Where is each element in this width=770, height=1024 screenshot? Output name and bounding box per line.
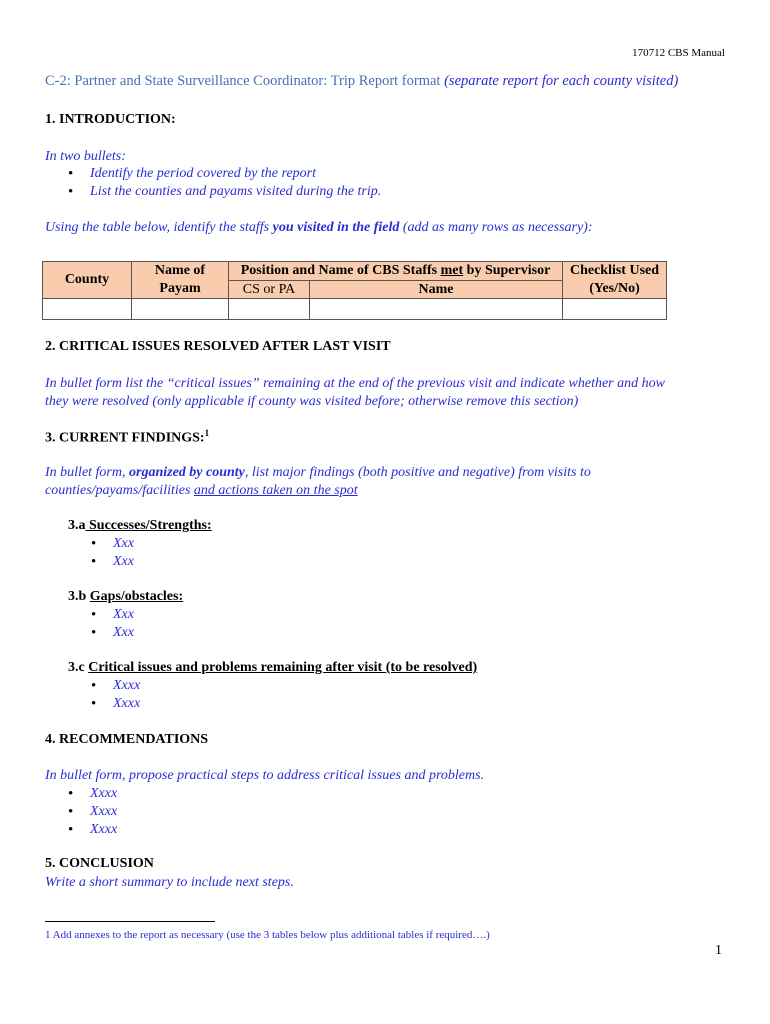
subsection-3b-prefix: 3.b: [68, 589, 90, 604]
subsection-3c-bullets: [91, 677, 140, 713]
col-payam: Name of Payam: [132, 262, 229, 299]
intro-bullets: [68, 165, 381, 201]
section2-line2: they were resolved (only applicable if county was visited before; otherwise remove this section): [45, 394, 579, 409]
subsection-3b-title: Gaps/obstacles:: [89, 589, 184, 604]
subsection-3b-bullets: [91, 606, 134, 642]
subsection-3a-bullets: [91, 535, 134, 571]
section5-lead: Write a short summary to include next steps.: [45, 875, 294, 890]
subsection-3c-prefix: 3.c: [68, 660, 89, 675]
section3-heading: [45, 428, 209, 447]
subsection-3c-title: Critical issues and problems remaining after visit (to be resolved): [88, 660, 478, 675]
section3-line1-a: In bullet form,: [45, 465, 129, 480]
section2-line1: In bullet form list the “critical issues” remaining at the end of the previous visit and indicate whether and how: [45, 376, 665, 391]
list-item: • Xxxx: [68, 803, 117, 821]
col-county: County: [43, 262, 132, 299]
list-item: • List the counties and payams visited during the trip.: [68, 183, 381, 201]
intro-heading: 1. INTRODUCTION:: [45, 112, 176, 127]
list-item: • Xxxx: [91, 695, 140, 713]
section3-line1: [45, 464, 591, 482]
list-item: • Xxx: [91, 535, 134, 553]
footnote-divider: [45, 921, 215, 922]
list-item: • Xxxx: [91, 677, 140, 695]
list-item: • Xxx: [91, 553, 134, 571]
cell-name[interactable]: [310, 299, 563, 320]
table-row: [43, 299, 667, 320]
section3-line2-b: and actions taken on the spot: [193, 483, 358, 498]
col-name: Name: [310, 281, 563, 299]
section3-line2: [45, 482, 358, 500]
subsection-3a-prefix: 3.a: [68, 518, 86, 533]
page-number: 1: [715, 943, 722, 958]
col-cs-pa: CS or PA: [229, 281, 310, 299]
section3-line2-a: counties/payams/facilities: [45, 483, 194, 498]
section2-heading: 2. CRITICAL ISSUES RESOLVED AFTER LAST VISIT: [45, 339, 391, 354]
section3-heading-text: 3. CURRENT FINDINGS:: [45, 430, 205, 446]
staff-table: [42, 261, 667, 320]
subsection-3b: [68, 589, 183, 605]
table-prompt-c: (add as many rows as necessary):: [399, 220, 593, 235]
col-position-a: Position and Name of CBS Staffs: [240, 263, 441, 278]
title-main: C-2: Partner and State Surveillance Coordinator: Trip Report format: [45, 73, 441, 89]
document-title: [45, 73, 678, 90]
title-paren: (separate report for each county visited): [444, 73, 679, 89]
table-prompt-b: you visited in the field: [272, 220, 400, 235]
list-item: • Xxxx: [68, 821, 117, 839]
section4-bullets: [68, 785, 117, 839]
section5-heading: 5. CONCLUSION: [45, 856, 154, 871]
running-header: 170712 CBS Manual: [632, 47, 725, 59]
list-item: • Xxx: [91, 624, 134, 642]
col-position-b: by Supervisor: [463, 263, 551, 278]
list-item: • Xxx: [91, 606, 134, 624]
footnote-ref[interactable]: 1: [204, 428, 210, 438]
section3-line1-c: , list major findings (both positive and negative) from visits to: [244, 465, 591, 480]
subsection-3a-title: Successes/Strengths:: [85, 518, 212, 533]
intro-lead: In two bullets:: [45, 149, 126, 164]
cell-payam[interactable]: [132, 299, 229, 320]
col-checklist: Checklist Used (Yes/No): [563, 262, 667, 299]
cell-cs-pa[interactable]: [229, 299, 310, 320]
table-prompt: [45, 219, 593, 237]
col-position-met: met: [440, 263, 464, 278]
cell-checklist[interactable]: [563, 299, 667, 320]
list-item: • Identify the period covered by the report: [68, 165, 381, 183]
col-position: [229, 262, 563, 281]
subsection-3c: [68, 660, 477, 676]
subsection-3a: [68, 518, 212, 534]
section4-heading: 4. RECOMMENDATIONS: [45, 732, 209, 747]
cell-county[interactable]: [43, 299, 132, 320]
section4-lead: In bullet form, propose practical steps to address critical issues and problems.: [45, 768, 485, 783]
list-item: • Xxxx: [68, 785, 117, 803]
table-prompt-a: Using the table below, identify the staffs: [45, 220, 273, 235]
section3-line1-b: organized by county: [129, 465, 245, 480]
footnote: 1 Add annexes to the report as necessary (use the 3 tables below plus additional tables if required….): [45, 929, 490, 941]
